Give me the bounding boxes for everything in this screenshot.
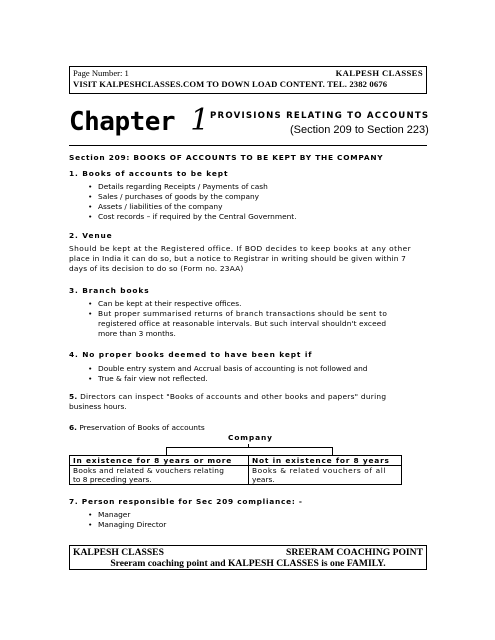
chapter-title: PROVISIONS RELATING TO ACCOUNTS [210, 111, 430, 121]
chapter-heading [69, 103, 209, 138]
text-line: registered office at reasonable intervals. But such interval shouldn't exceed [98, 319, 387, 328]
item3-title: 3. Branch books [69, 286, 150, 295]
table-cell: Books & related vouchers of all years. [249, 466, 402, 485]
list-item: • Manager [88, 510, 166, 520]
list-item: • Details regarding Receipts / Payments of cash [88, 182, 297, 192]
chapter-word: Chapter [69, 107, 176, 137]
item7-title: 7. Person responsible for Sec 209 compliance: - [69, 497, 303, 506]
text-line: days of its decision to do so (Form no. 23AA) [69, 264, 244, 273]
list-item: • Cost records – if required by the Central Government. [88, 212, 297, 222]
list-item: • True & fair view not reflected. [88, 374, 367, 384]
text-line: Should be kept at the Registered office. If BOD decides to keep books at any other [69, 244, 412, 253]
item3-continuation [98, 319, 386, 339]
footer-left: KALPESH CLASSES [73, 547, 164, 558]
list-item: • Assets / liabilities of the company [88, 202, 297, 212]
item4-title: 4. No proper books deemed to have been kept if [69, 350, 313, 359]
text-line: business hours. [69, 402, 127, 411]
item6-heading [69, 423, 205, 433]
header-visit-line: VISIT KALPESHCLASSES.COM TO DOWN LOAD CONTENT. TEL. 2382 0676 [73, 79, 388, 89]
table-header-cell: In existence for 8 years or more [70, 456, 249, 466]
table-row [70, 466, 402, 485]
text-line: Directors can inspect "Books of accounts and other books and papers" during [80, 392, 387, 401]
text-line: place in India it can do so, but a notice to Registrar in writing should be given within 7 [69, 254, 407, 263]
list-item: • Double entry system and Accrual basis of accounting is not followed and [88, 364, 367, 374]
item2-paragraph [69, 244, 427, 274]
text-line: more than 3 months. [98, 329, 176, 338]
list-item: • Sales / purchases of goods by the company [88, 192, 297, 202]
page-footer-box [69, 545, 427, 570]
header-brand: KALPESH CLASSES [335, 68, 423, 78]
table-cell: Books and related & vouchers relating to 8 preceding years. [70, 466, 249, 485]
footer-tagline: Sreeram coaching point and KALPESH CLASSES is one FAMILY. [110, 558, 386, 569]
item6-text: Preservation of Books of accounts [79, 423, 205, 432]
list-item: • But proper summarised returns of branch transactions should be sent to [88, 309, 387, 319]
item5-paragraph [69, 392, 427, 412]
item6-number: 6. [69, 423, 77, 432]
preservation-table [69, 455, 402, 485]
item3-bullet-list [88, 299, 387, 319]
item5-number: 5. [69, 392, 78, 401]
chapter-number: 1 [190, 103, 209, 138]
item1-title: 1. Books of accounts to be kept [69, 169, 229, 178]
chapter-subtitle: (Section 209 to Section 223) [290, 124, 429, 136]
list-item: • Can be kept at their respective offices. [88, 299, 387, 309]
section-heading: Section 209: BOOKS OF ACCOUNTS TO BE KEPT BY THE COMPANY [69, 153, 384, 162]
item1-bullet-list [88, 182, 297, 222]
footer-right: SREERAM COACHING POINT [286, 547, 423, 558]
list-item: • Managing Director [88, 520, 166, 530]
page-header-box [69, 66, 427, 94]
heading-rule [69, 145, 427, 146]
item7-bullet-list [88, 510, 166, 530]
org-chart-root-label: Company [228, 433, 273, 442]
org-connector-right-drop [332, 447, 333, 455]
page-number: Page Number: 1 [73, 68, 129, 78]
table-header-row [70, 456, 402, 466]
org-connector-horizontal [166, 447, 333, 448]
item2-title: 2. Venue [69, 231, 113, 240]
table-header-cell: Not in existence for 8 years [249, 456, 402, 466]
item4-bullet-list [88, 364, 367, 384]
org-connector-left-drop [166, 447, 167, 455]
